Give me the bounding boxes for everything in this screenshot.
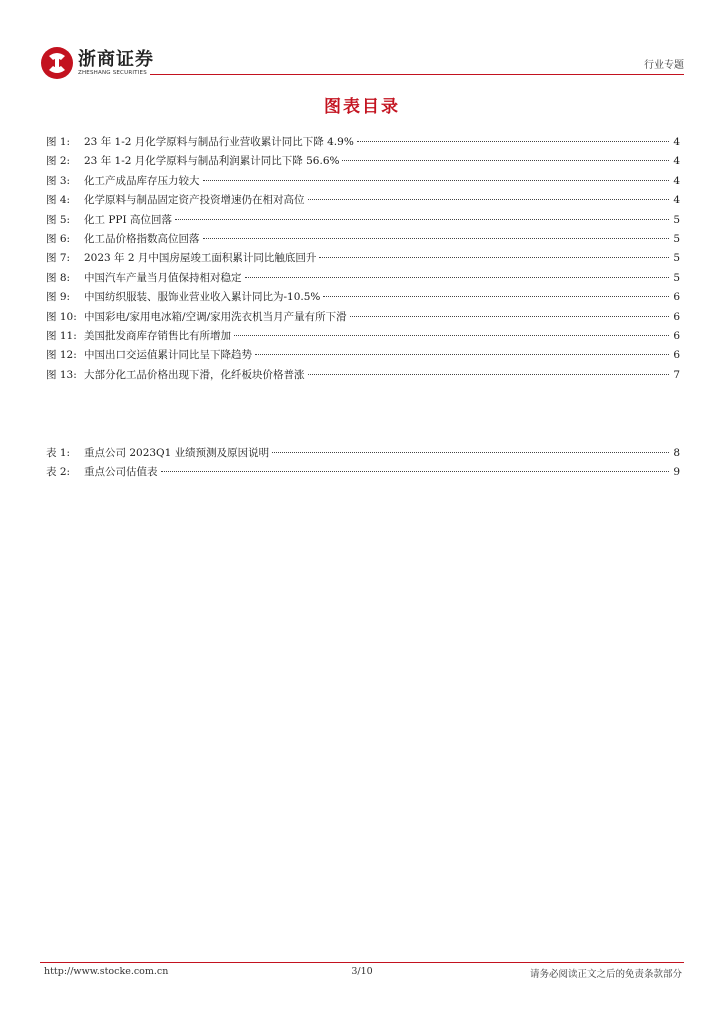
toc-entry[interactable] [46,347,680,366]
toc-entry[interactable] [46,231,680,250]
toc-entry-leader [175,219,669,220]
toc-entry-leader [255,354,669,355]
toc-entry[interactable] [46,367,680,386]
toc-entry-leader [323,296,669,297]
report-type-tag: 行业专题 [644,60,684,71]
toc-entry-number: 图 13: [46,368,77,381]
toc-entry-page: 6 [673,310,680,323]
toc-entry-leader [161,471,670,472]
toc-entry-caption: 23 年 1-2 月化学原料与制品利润累计同比下降 56.6% [84,155,340,168]
toc-entry-number: 图 5: [46,213,71,226]
toc-entry-number: 图 2: [46,155,71,168]
toc-entry-caption: 中国出口交运值累计同比呈下降趋势 [84,349,252,362]
toc-entry-caption: 美国批发商库存销售比有所增加 [84,329,231,342]
toc-entry-leader [245,277,670,278]
toc-entry[interactable] [46,289,680,308]
toc-entry-caption: 大部分化工品价格出现下滑，化纤板块价格普涨 [84,368,305,381]
toc-entry-page: 7 [673,368,680,381]
toc-entry-page: 5 [673,213,680,226]
toc-entry-page: 5 [673,271,680,284]
toc-entry-caption: 重点公司 2023Q1 业绩预测及原因说明 [84,447,270,459]
toc-entry-number: 图 10: [46,310,77,323]
toc-entry-caption: 化工 PPI 高位回落 [84,213,172,226]
footer-disclaimer: 请务必阅读正文之后的免责条款部分 [529,969,682,980]
toc-entry-number: 图 4: [46,194,71,207]
toc-entry-page: 8 [673,447,680,459]
toc-title: 图表目录 [324,97,400,117]
toc-entry[interactable] [46,328,680,347]
toc-entry-leader [342,160,669,161]
toc-entry-number: 图 8: [46,271,71,284]
toc-entry[interactable] [46,270,680,289]
toc-entry-page: 6 [673,329,680,342]
toc-entry-page: 6 [673,349,680,362]
toc-entry[interactable] [46,192,680,211]
brand-name-cn: 浙商证券 [78,48,154,70]
toc-entry-page: 6 [673,291,680,304]
toc-entry-page: 5 [673,232,680,245]
toc-entry-caption: 2023 年 2 月中国房屋竣工面积累计同比触底回升 [84,252,317,265]
page-header [40,40,684,80]
toc-entry-page: 5 [673,252,680,265]
toc-entry-caption: 23 年 1-2 月化学原料与制品行业营收累计同比下降 4.9% [84,136,354,148]
toc-entry-page: 4 [673,136,680,148]
toc-entry-page: 4 [673,174,680,187]
toc-entry-number: 图 11: [46,329,77,342]
toc-entry-caption: 中国彩电/家用电冰箱/空调/家用洗衣机当月产量有所下滑 [84,310,347,323]
toc-entry-number: 图 12: [46,349,77,362]
toc-entry-page: 9 [673,466,680,479]
footer-url-link[interactable]: http://www.stocke.com.cn [44,966,169,977]
toc-entry-leader [308,374,670,375]
toc-entry-page: 4 [673,155,680,168]
toc-entry-caption: 中国纺织服装、服饰业营业收入累计同比为-10.5% [84,291,321,304]
toc-entry-leader [203,238,670,239]
table-list [46,445,680,484]
toc-entry-page: 4 [673,194,680,207]
toc-entry[interactable] [46,464,680,483]
toc-entry-number: 图 7: [46,252,71,265]
toc-entry-caption: 中国汽车产量当月值保持相对稳定 [84,271,242,284]
toc-entry-number: 表 1: [46,447,71,459]
toc-entry-leader [357,141,669,142]
toc-entry[interactable] [46,250,680,269]
brand-logo-icon [40,46,74,80]
toc-entry-leader [350,316,669,317]
toc-entry-caption: 重点公司估值表 [84,466,158,479]
toc-entry[interactable] [46,134,680,153]
toc-entry-leader [308,199,670,200]
brand-logo [40,46,154,80]
page-indicator: 3/10 [351,966,373,977]
toc-entry-leader [203,180,670,181]
toc-entry-leader [319,257,669,258]
toc-entry[interactable] [46,153,680,172]
toc-entry-number: 表 2: [46,466,71,479]
footer-divider [40,962,684,963]
toc-entry[interactable] [46,445,680,464]
toc-entry[interactable] [46,173,680,192]
toc-entry-number: 图 3: [46,174,71,187]
toc-entry-number: 图 6: [46,232,71,245]
header-divider [150,74,684,75]
figure-list [46,134,680,386]
toc-entry-caption: 化学原料与制品固定资产投资增速仍在相对高位 [84,194,305,207]
toc-entry-caption: 化工品价格指数高位回落 [84,232,200,245]
toc-entry-number: 图 9: [46,291,71,304]
brand-name-en: ZHESHANG SECURITIES [78,69,147,76]
toc-entry-caption: 化工产成品库存压力较大 [84,174,200,187]
toc-entry-leader [234,335,669,336]
toc-entry[interactable] [46,309,680,328]
toc-entry-leader [272,452,669,453]
toc-entry[interactable] [46,212,680,231]
toc-entry-number: 图 1: [46,136,71,148]
